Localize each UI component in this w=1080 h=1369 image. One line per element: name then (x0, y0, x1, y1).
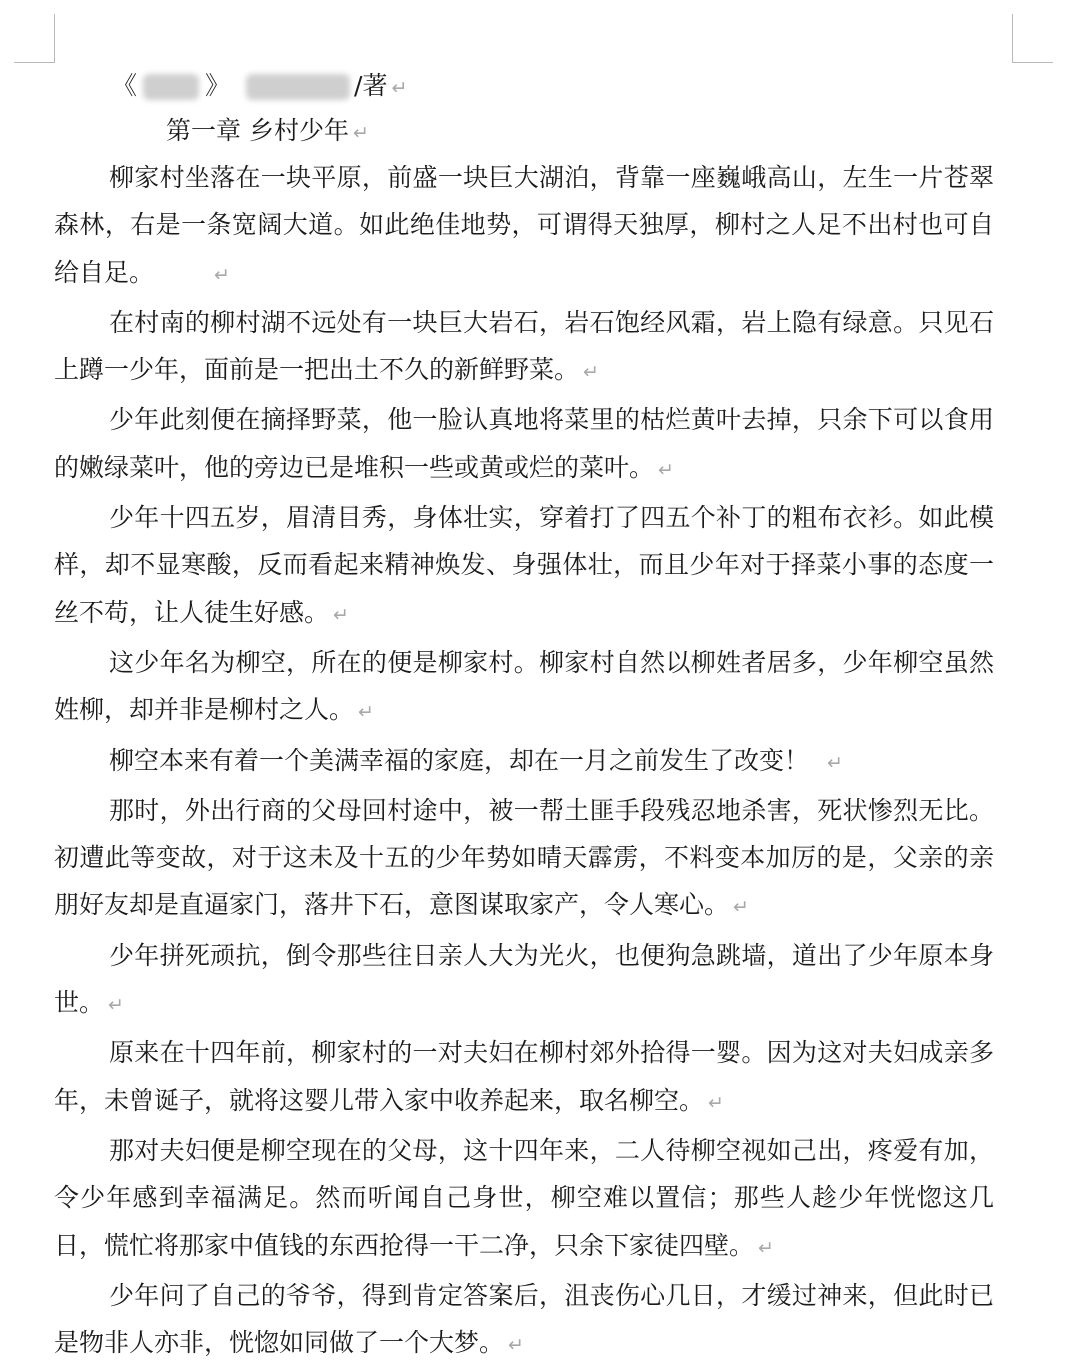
paragraph-text: 少年问了自己的爷爷，得到肯定答案后，沮丧伤心几日，才缓过神来，但此时已是物非人亦非，恍惚如同做了一个大梦。 (54, 1280, 994, 1358)
paragraph-text: 原来在十四年前，柳家村的一对夫妇在柳村郊外拾得一婴。因为这对夫妇成亲多年，未曾诞子，就将这婴儿带入家中收养起来，取名柳空。 (54, 1038, 994, 1115)
paragraph-mark-icon: ↵ (508, 1334, 524, 1357)
paragraph (54, 299, 994, 397)
redacted-book-title (143, 74, 199, 100)
paragraph-text: 这少年名为柳空，所在的便是柳家村。柳家村自然以柳姓者居多，少年柳空虽然姓柳，却并非是柳村之人。 (54, 647, 994, 725)
paragraph-mark-icon: ↵ (758, 1236, 774, 1259)
paragraph-mark-icon: ↵ (352, 122, 369, 144)
document-page (54, 64, 994, 1369)
chapter-heading (54, 108, 994, 154)
chapter-title: 第一章 乡村少年 (166, 116, 349, 145)
paragraph-mark-icon: ↵ (358, 701, 374, 724)
paragraph (54, 396, 994, 494)
title-close-bracket: 》 (205, 71, 231, 100)
paragraph-mark-icon: ↵ (583, 361, 599, 384)
paragraph (54, 787, 994, 932)
paragraph (54, 1029, 994, 1127)
page-corner-mark-right (1012, 14, 1053, 63)
paragraph (54, 494, 994, 639)
page-corner-mark-left (14, 14, 55, 63)
paragraph (54, 1272, 994, 1369)
paragraph-mark-icon: ↵ (827, 751, 843, 774)
redacted-author-name (246, 74, 350, 100)
paragraph (54, 639, 994, 737)
paragraph-text: 在村南的柳村湖不远处有一块巨大岩石，岩石饱经风霜，岩上隐有绿意。只见石上蹲一少年，面前是一把出土不久的新鲜野菜。 (54, 307, 994, 385)
paragraph (54, 1127, 994, 1272)
paragraph-mark-icon: ↵ (108, 994, 124, 1017)
paragraph-mark-icon: ↵ (333, 603, 349, 626)
byline: /著 (354, 71, 388, 100)
paragraph-mark-icon: ↵ (708, 1091, 724, 1114)
paragraph-text: 那时，外出行商的父母回村途中，被一帮土匪手段残忍地杀害，死状惨烈无比。初遭此等变故，对于这未及十五的少年势如晴天霹雳，不料变本加厉的是，父亲的亲朋好友却是直逼家门，落井下石，意图谋取家产，令人寒心。 (54, 795, 994, 920)
title-open-bracket: 《 (112, 71, 138, 100)
paragraph-mark-icon: ↵ (391, 77, 408, 99)
paragraph (54, 737, 994, 787)
paragraph-text: 柳家村坐落在一块平原，前盛一块巨大湖泊，背靠一座巍峨高山，左生一片苍翠森林，右是一条宽阔大道。如此绝佳地势，可谓得天独厚，柳村之人足不出村也可自给自足。 (54, 163, 994, 287)
paragraph-mark-icon: ↵ (733, 896, 749, 919)
paragraph-text: 少年此刻便在摘择野菜，他一脸认真地将菜里的枯烂黄叶去掉，只余下可以食用的嫩绿菜叶，他的旁边已是堆积一些或黄或烂的菜叶。 (54, 405, 994, 482)
paragraph-mark-icon: ↵ (658, 458, 674, 481)
paragraph-text: 少年十四五岁，眉清目秀，身体壮实，穿着打了四五个补丁的粗布衣衫。如此模样，却不显寒酸，反而看起来精神焕发、身强体壮，而且少年对于择菜小事的态度一丝不苟，让人徒生好感。 (54, 503, 994, 627)
paragraph-mark-icon: ↵ (214, 263, 230, 286)
paragraph (54, 932, 994, 1030)
paragraph (54, 154, 994, 299)
title-line (54, 64, 994, 108)
paragraph-text: 少年拼死顽抗，倒令那些往日亲人大为光火，也便狗急跳墙，道出了少年原本身世。 (54, 940, 994, 1018)
paragraph-text: 柳空本来有着一个美满幸福的家庭，却在一月之前发生了改变！ (109, 745, 810, 775)
paragraph-text: 那对夫妇便是柳空现在的父母，这十四年来，二人待柳空视如己出，疼爱有加，令少年感到幸福满足。然而听闻自己身世，柳空难以置信；那些人趁少年恍惚这几日，慌忙将那家中值钱的东西抢得一干二净，只余下家徒四壁。 (54, 1135, 994, 1260)
